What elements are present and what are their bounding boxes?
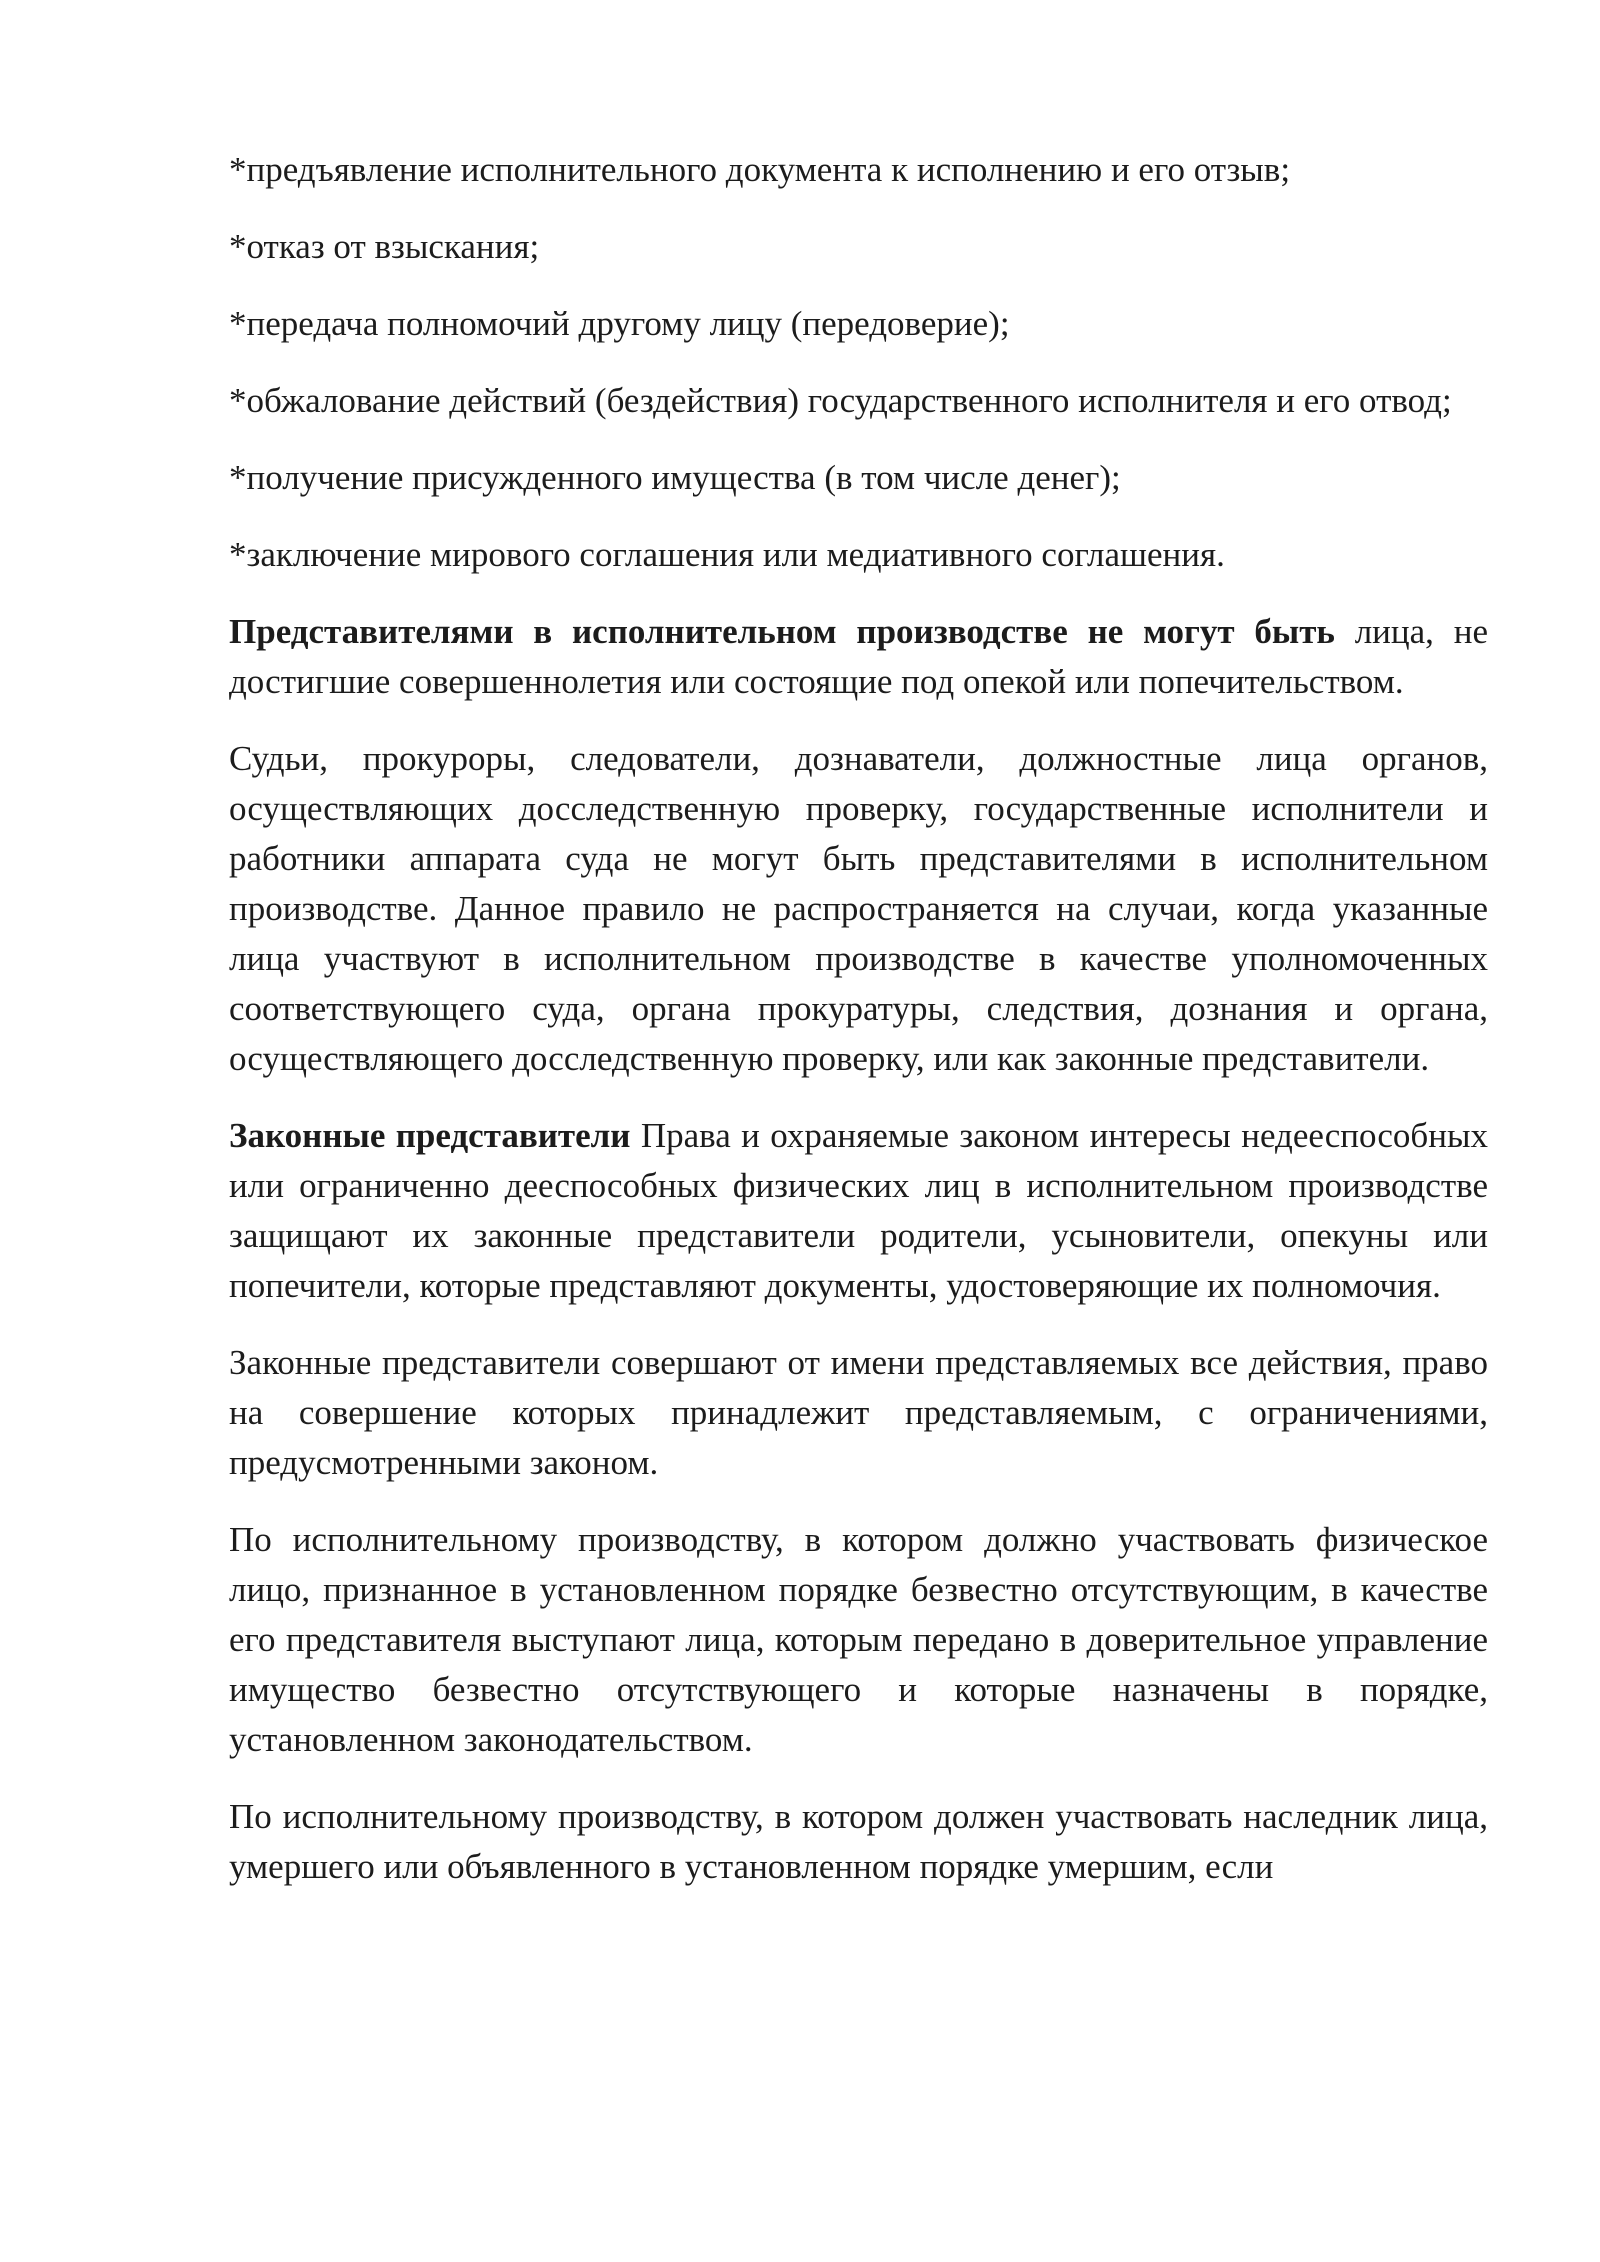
- paragraph-not-representatives: [229, 607, 1488, 707]
- bold-lead-in: Законные представители: [229, 1116, 631, 1155]
- paragraph-text: Права и охраняемые законом интересы недееспособных или ограниченно дееспособных физических лиц в исполнительном производстве защищают их законные представители родители, усыновители, опекуны или попечители, которые представляют документы, удостоверяющие их полномочия.: [229, 1116, 1488, 1305]
- list-item: *отказ от взыскания;: [229, 227, 540, 266]
- bold-lead-in: Представителями в исполнительном производстве не могут быть: [229, 612, 1335, 651]
- list-item: *предъявление исполнительного документа к исполнению и его отзыв;: [229, 150, 1291, 189]
- document-page: [229, 145, 1488, 1919]
- paragraph-missing-person: По исполнительному производству, в котором должно участвовать физическое лицо, признанное в установленном порядке безвестно отсутствующим, в качестве его представителя выступают лица, которым передано в доверительное управление имущество безвестно отсутствующего и которые назначены в порядке, установленном законодательством.: [229, 1520, 1488, 1759]
- paragraph-judges: Судьи, прокуроры, следователи, дознаватели, должностные лица органов, осуществляющих досследственную проверку, государственные исполнители и работники аппарата суда не могут быть представителями в исполнительном производстве. Данное правило не распространяется на случаи, когда указанные лица участвуют в исполнительном производстве в качестве уполномоченных соответствующего суда, органа прокуратуры, следствия, дознания и органа, осуществляющего досследственную проверку, или как законные представители.: [229, 739, 1488, 1078]
- paragraph-actions: Законные представители совершают от имени представляемых все действия, право на совершение которых принадлежит представляемым, с ограничениями, предусмотренными законом.: [229, 1343, 1488, 1482]
- list-item: *передача полномочий другому лицу (передоверие);: [229, 304, 1010, 343]
- paragraph-text: лица, не достигшие совершеннолетия или состоящие под опекой или попечительством.: [229, 612, 1488, 701]
- paragraph-legal-representatives: [229, 1111, 1488, 1311]
- list-item: *заключение мирового соглашения или медиативного соглашения.: [229, 535, 1225, 574]
- paragraph-heir: По исполнительному производству, в котором должен участвовать наследник лица, умершего или объявленного в установленном порядке умершим, если: [229, 1797, 1488, 1886]
- list-item: *обжалование действий (бездействия) государственного исполнителя и его отвод;: [229, 381, 1452, 420]
- list-item: *получение присужденного имущества (в том числе денег);: [229, 458, 1121, 497]
